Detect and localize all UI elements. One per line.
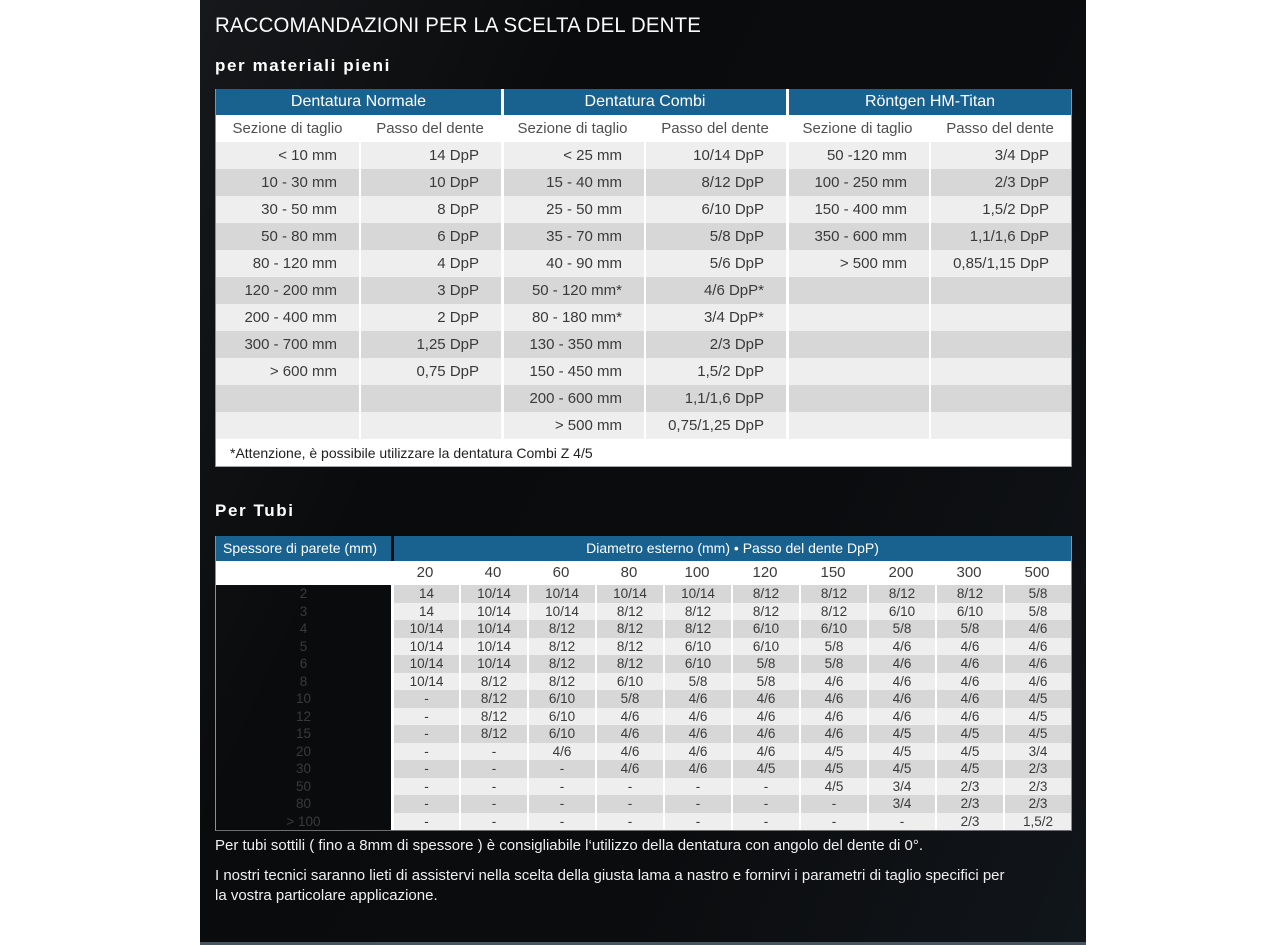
pitch-value: -	[459, 795, 527, 813]
table-cell	[359, 412, 501, 439]
table-cell	[216, 385, 359, 412]
pitch-value: -	[459, 778, 527, 796]
pitch-value: 8/12	[595, 655, 663, 673]
pitch-value: 5/8	[663, 673, 731, 691]
table-cell: 3/4 DpP*	[644, 304, 786, 331]
pitch-value: 5/8	[1003, 603, 1071, 621]
pitch-value: 8/12	[459, 708, 527, 726]
pitch-value: 8/12	[459, 690, 527, 708]
pitch-value: 3/4	[1003, 743, 1071, 761]
pitch-value: 5/8	[595, 690, 663, 708]
pitch-value: 10/14	[595, 585, 663, 603]
pitch-value: 6/10	[595, 673, 663, 691]
pitch-value: 8/12	[663, 603, 731, 621]
tubes-table-header-row	[216, 536, 1071, 561]
pitch-value: 4/5	[935, 743, 1003, 761]
table-cell: 6/10 DpP	[644, 196, 786, 223]
wall-thickness-value: 20	[295, 743, 312, 759]
pitch-value: 4/6	[595, 743, 663, 761]
page-title: RACCOMANDAZIONI PER LA SCELTA DEL DENTE	[215, 14, 701, 37]
pitch-value: 4/6	[935, 690, 1003, 708]
pitch-value: 4/6	[799, 708, 867, 726]
column-header: Sezione di taglio	[517, 120, 628, 137]
table-row	[216, 655, 1071, 673]
pitch-value: 3/4	[867, 795, 935, 813]
solid-table-column-header-row	[216, 115, 1071, 142]
table-row	[216, 778, 1071, 796]
pitch-value: 2/3	[1003, 760, 1071, 778]
solid-materials-table	[215, 89, 1072, 467]
table-row	[216, 620, 1071, 638]
diameter-header: 150	[820, 564, 846, 581]
pitch-value: 4/6	[867, 638, 935, 656]
pitch-value: 10/14	[527, 585, 595, 603]
diameter-header-spacer	[216, 561, 391, 579]
wall-thickness-value: 6	[299, 656, 308, 671]
content-panel	[200, 0, 1086, 945]
solid-table-group-header-row	[216, 89, 1071, 115]
pitch-value: 10/14	[663, 585, 731, 603]
pitch-value: 4/6	[595, 725, 663, 743]
pitch-value: 4/6	[663, 760, 731, 778]
pitch-value: 4/5	[867, 743, 935, 761]
pitch-value: 10/14	[459, 655, 527, 673]
pitch-value: 4/6	[799, 725, 867, 743]
table-cell: 14 DpP	[359, 142, 501, 169]
pitch-value: 6/10	[663, 638, 731, 656]
table-cell: > 600 mm	[216, 358, 359, 385]
table-cell: 80 - 120 mm	[216, 250, 359, 277]
table-cell: 35 - 70 mm	[501, 223, 644, 250]
table-row	[216, 169, 1071, 196]
table-row	[216, 385, 1071, 412]
table-cell	[929, 385, 1071, 412]
pitch-value: 10/14	[391, 638, 459, 656]
wall-thickness-value: 12	[295, 708, 312, 724]
pitch-value: 8/12	[799, 585, 867, 603]
table-cell	[786, 304, 929, 331]
tubes-table-diameter-header-row	[216, 561, 1071, 585]
pitch-value: -	[799, 795, 867, 813]
table-cell: 30 - 50 mm	[216, 196, 359, 223]
pitch-value: 10/14	[459, 603, 527, 621]
outer-diameter-header: Diametro esterno (mm) • Passo del dente DpP)	[391, 536, 1071, 561]
table-row	[216, 603, 1071, 621]
table-cell	[786, 331, 929, 358]
pitch-value: 6/10	[527, 708, 595, 726]
pitch-value: 8/12	[527, 673, 595, 691]
pitch-value: 4/6	[731, 690, 799, 708]
table-cell: < 25 mm	[501, 142, 644, 169]
pitch-value: -	[527, 795, 595, 813]
pitch-value: 5/8	[867, 620, 935, 638]
wall-thickness-value: > 100	[286, 813, 321, 829]
pitch-value: 4/6	[595, 708, 663, 726]
wall-thickness-value: 15	[295, 726, 312, 741]
table-row	[216, 250, 1071, 277]
pitch-value: 8/12	[527, 638, 595, 656]
table-row	[216, 743, 1071, 761]
pitch-value: 4/5	[799, 778, 867, 796]
pitch-value: -	[391, 760, 459, 778]
pitch-value: 2/3	[1003, 778, 1071, 796]
table-cell: 8/12 DpP	[644, 169, 786, 196]
pitch-value: 4/5	[1003, 708, 1071, 726]
table-row	[216, 412, 1071, 439]
table-cell: 120 - 200 mm	[216, 277, 359, 304]
table-cell	[929, 412, 1071, 439]
table-cell	[786, 358, 929, 385]
pitch-value: -	[391, 690, 459, 708]
pitch-value: 4/6	[935, 673, 1003, 691]
pitch-value: -	[459, 813, 527, 831]
pitch-value: 4/6	[867, 673, 935, 691]
pitch-value: 5/8	[799, 638, 867, 656]
table-cell: 40 - 90 mm	[501, 250, 644, 277]
pitch-value: 8/12	[731, 603, 799, 621]
pitch-value: 4/5	[799, 743, 867, 761]
technical-assistance-note: I nostri tecnici saranno lieti di assistervi nella scelta della giusta lama a nastro e fornirvi i parametri di taglio specifici per la vostra particolare applicazione.	[215, 867, 1005, 904]
wall-thickness-header: Spessore di parete (mm)	[216, 536, 391, 561]
pitch-value: 4/6	[663, 708, 731, 726]
pitch-value: 4/6	[663, 725, 731, 743]
pitch-value: 4/6	[799, 673, 867, 691]
table-cell: 350 - 600 mm	[786, 223, 929, 250]
table-cell: 10 DpP	[359, 169, 501, 196]
pitch-value: 4/5	[935, 760, 1003, 778]
pitch-value: -	[595, 778, 663, 796]
pitch-value: 6/10	[527, 725, 595, 743]
tube-thin-wall-note: Per tubi sottili ( fino a 8mm di spessore ) è consigliabile l‘utilizzo della dentatura con angolo del dente di 0°.	[215, 837, 924, 854]
table-row	[216, 585, 1071, 603]
table-cell: 1,25 DpP	[359, 331, 501, 358]
pitch-value: -	[595, 795, 663, 813]
pitch-value: 14	[391, 603, 459, 621]
pitch-value: -	[459, 760, 527, 778]
table-cell: 1,1/1,6 DpP	[644, 385, 786, 412]
pitch-value: 4/5	[799, 760, 867, 778]
pitch-value: -	[595, 813, 663, 831]
table-cell: 200 - 600 mm	[501, 385, 644, 412]
table-cell: 2/3 DpP	[644, 331, 786, 358]
table-cell: 3 DpP	[359, 277, 501, 304]
table-cell: 1,1/1,6 DpP	[929, 223, 1071, 250]
table-row	[216, 358, 1071, 385]
pitch-value: 4/6	[867, 708, 935, 726]
pitch-value: 4/6	[1003, 620, 1071, 638]
pitch-value: 4/5	[867, 725, 935, 743]
pitch-value: 1,5/2	[1003, 813, 1071, 831]
group-header: Röntgen HM-Titan	[786, 89, 1071, 115]
table-row	[216, 331, 1071, 358]
pitch-value: 8/12	[595, 603, 663, 621]
wall-thickness-value: 10	[295, 691, 312, 706]
table-row	[216, 196, 1071, 223]
pitch-value: -	[391, 778, 459, 796]
pitch-value: 4/6	[799, 690, 867, 708]
table-cell: 150 - 400 mm	[786, 196, 929, 223]
diameter-header: 20	[416, 564, 434, 581]
table-cell: > 500 mm	[786, 250, 929, 277]
table-row	[216, 223, 1071, 250]
pitch-value: 8/12	[799, 603, 867, 621]
table-cell: 0,75/1,25 DpP	[644, 412, 786, 439]
pitch-value: 4/6	[1003, 655, 1071, 673]
pitch-value: 2/3	[935, 778, 1003, 796]
table-cell: 1,5/2 DpP	[929, 196, 1071, 223]
wall-thickness-value: 5	[299, 638, 308, 654]
pitch-value: 8/12	[663, 620, 731, 638]
pitch-value: 6/10	[799, 620, 867, 638]
table-cell: > 500 mm	[501, 412, 644, 439]
tubes-table-body	[216, 585, 1071, 830]
diameter-header: 120	[752, 564, 778, 581]
table-cell: 0,85/1,15 DpP	[929, 250, 1071, 277]
table-row	[216, 760, 1071, 778]
wall-thickness-value: 8	[299, 673, 308, 689]
column-header: Sezione di taglio	[802, 120, 913, 137]
table-cell: 25 - 50 mm	[501, 196, 644, 223]
pitch-value: -	[391, 725, 459, 743]
pitch-value: 5/8	[935, 620, 1003, 638]
pitch-value: -	[663, 813, 731, 831]
solid-table-footnote: *Attenzione, è possibile utilizzare la dentatura Combi Z 4/5	[216, 439, 1071, 467]
table-cell: 5/6 DpP	[644, 250, 786, 277]
pitch-value: 10/14	[527, 603, 595, 621]
table-row	[216, 725, 1071, 743]
pitch-value: -	[867, 813, 935, 831]
diameter-header: 300	[956, 564, 982, 581]
pitch-value: 8/12	[459, 673, 527, 691]
pitch-value: -	[663, 778, 731, 796]
pitch-value: -	[799, 813, 867, 831]
pitch-value: 10/14	[459, 638, 527, 656]
table-cell: 1,5/2 DpP	[644, 358, 786, 385]
table-row	[216, 813, 1071, 831]
group-header: Dentatura Combi	[501, 89, 786, 115]
pitch-value: -	[731, 795, 799, 813]
pitch-value: 6/10	[731, 638, 799, 656]
table-cell: 200 - 400 mm	[216, 304, 359, 331]
table-cell	[929, 358, 1071, 385]
table-cell	[929, 304, 1071, 331]
table-cell: 80 - 180 mm*	[501, 304, 644, 331]
table-cell: 50 -120 mm	[786, 142, 929, 169]
table-cell: 50 - 120 mm*	[501, 277, 644, 304]
pitch-value: 4/6	[731, 743, 799, 761]
solid-materials-heading: per materiali pieni	[215, 56, 391, 75]
pitch-value: 4/5	[867, 760, 935, 778]
table-cell: 50 - 80 mm	[216, 223, 359, 250]
pitch-value: 10/14	[391, 673, 459, 691]
pitch-value: -	[527, 778, 595, 796]
table-cell: 0,75 DpP	[359, 358, 501, 385]
pitch-value: 4/6	[935, 638, 1003, 656]
table-cell	[929, 331, 1071, 358]
pitch-value: -	[391, 708, 459, 726]
pitch-value: 3/4	[867, 778, 935, 796]
pitch-value: -	[459, 743, 527, 761]
pitch-value: 4/6	[663, 690, 731, 708]
pitch-value: 5/8	[799, 655, 867, 673]
pitch-value: 4/5	[1003, 725, 1071, 743]
wall-thickness-value: 4	[299, 621, 308, 636]
pitch-value: 8/12	[867, 585, 935, 603]
table-cell: 6 DpP	[359, 223, 501, 250]
table-cell: 150 - 450 mm	[501, 358, 644, 385]
table-cell: 300 - 700 mm	[216, 331, 359, 358]
table-row	[216, 638, 1071, 656]
column-header: Passo del dente	[946, 120, 1054, 137]
table-cell: 130 - 350 mm	[501, 331, 644, 358]
table-cell: 10 - 30 mm	[216, 169, 359, 196]
table-cell: 15 - 40 mm	[501, 169, 644, 196]
pitch-value: -	[731, 778, 799, 796]
pitch-value: 6/10	[935, 603, 1003, 621]
table-cell	[216, 412, 359, 439]
pitch-value: 8/12	[459, 725, 527, 743]
pitch-value: 4/6	[663, 743, 731, 761]
table-row	[216, 795, 1071, 813]
pitch-value: 4/6	[731, 708, 799, 726]
pitch-value: 4/5	[935, 725, 1003, 743]
table-cell: 4/6 DpP*	[644, 277, 786, 304]
pitch-value: 8/12	[527, 620, 595, 638]
table-cell	[786, 277, 929, 304]
diameter-header: 100	[684, 564, 710, 581]
diameter-header: 80	[620, 564, 638, 581]
pitch-value: 8/12	[527, 655, 595, 673]
pitch-value: 6/10	[663, 655, 731, 673]
diameter-header: 60	[552, 564, 570, 581]
pitch-value: 6/10	[867, 603, 935, 621]
pitch-value: 5/8	[731, 655, 799, 673]
pitch-value: -	[731, 813, 799, 831]
table-row	[216, 277, 1071, 304]
table-cell: 8 DpP	[359, 196, 501, 223]
wall-thickness-value: 2	[299, 586, 308, 601]
pitch-value: 4/6	[595, 760, 663, 778]
pitch-value: 4/6	[1003, 673, 1071, 691]
tubes-heading: Per Tubi	[215, 501, 295, 520]
table-cell	[786, 385, 929, 412]
table-row	[216, 673, 1071, 691]
pitch-value: 6/10	[527, 690, 595, 708]
table-row	[216, 142, 1071, 169]
diameter-header: 40	[484, 564, 502, 581]
pitch-value: 2/3	[935, 813, 1003, 831]
wall-thickness-value: 50	[295, 778, 312, 794]
pitch-value: 6/10	[731, 620, 799, 638]
pitch-value: 2/3	[1003, 795, 1071, 813]
pitch-value: 4/6	[867, 655, 935, 673]
wall-thickness-value: 3	[299, 603, 308, 619]
pitch-value: -	[391, 813, 459, 831]
solid-table-body	[216, 142, 1071, 439]
pitch-value: 4/5	[1003, 690, 1071, 708]
table-cell	[359, 385, 501, 412]
pitch-value: 5/8	[1003, 585, 1071, 603]
pitch-value: 2/3	[935, 795, 1003, 813]
table-cell: 10/14 DpP	[644, 142, 786, 169]
pitch-value: -	[527, 760, 595, 778]
table-cell: 5/8 DpP	[644, 223, 786, 250]
pitch-value: 4/5	[731, 760, 799, 778]
wall-thickness-value: 30	[295, 761, 312, 776]
table-cell: 100 - 250 mm	[786, 169, 929, 196]
pitch-value: 14	[391, 585, 459, 603]
pitch-value: 8/12	[731, 585, 799, 603]
pitch-value: -	[527, 813, 595, 831]
column-header: Passo del dente	[376, 120, 484, 137]
wall-thickness-value: 80	[295, 796, 312, 811]
pitch-value: 10/14	[391, 620, 459, 638]
column-header: Passo del dente	[661, 120, 769, 137]
pitch-value: 10/14	[459, 585, 527, 603]
table-cell: 3/4 DpP	[929, 142, 1071, 169]
diameter-header: 200	[888, 564, 914, 581]
column-header: Sezione di taglio	[232, 120, 343, 137]
tubes-table	[215, 536, 1072, 831]
pitch-value: -	[391, 795, 459, 813]
table-cell: 4 DpP	[359, 250, 501, 277]
table-row	[216, 304, 1071, 331]
pitch-value: 4/6	[527, 743, 595, 761]
pitch-value: -	[663, 795, 731, 813]
pitch-value: 4/6	[1003, 638, 1071, 656]
table-row	[216, 690, 1071, 708]
group-header: Dentatura Normale	[216, 89, 501, 115]
pitch-value: 8/12	[595, 620, 663, 638]
pitch-value: 4/6	[731, 725, 799, 743]
pitch-value: 4/6	[935, 655, 1003, 673]
table-cell	[786, 412, 929, 439]
pitch-value: 5/8	[731, 673, 799, 691]
pitch-value: 8/12	[595, 638, 663, 656]
diameter-header: 500	[1024, 564, 1050, 581]
table-cell: < 10 mm	[216, 142, 359, 169]
table-cell	[929, 277, 1071, 304]
pitch-value: 4/6	[935, 708, 1003, 726]
table-cell: 2 DpP	[359, 304, 501, 331]
table-row	[216, 708, 1071, 726]
table-cell: 2/3 DpP	[929, 169, 1071, 196]
pitch-value: 4/6	[867, 690, 935, 708]
pitch-value: 8/12	[935, 585, 1003, 603]
pitch-value: -	[391, 743, 459, 761]
pitch-value: 10/14	[391, 655, 459, 673]
pitch-value: 10/14	[459, 620, 527, 638]
